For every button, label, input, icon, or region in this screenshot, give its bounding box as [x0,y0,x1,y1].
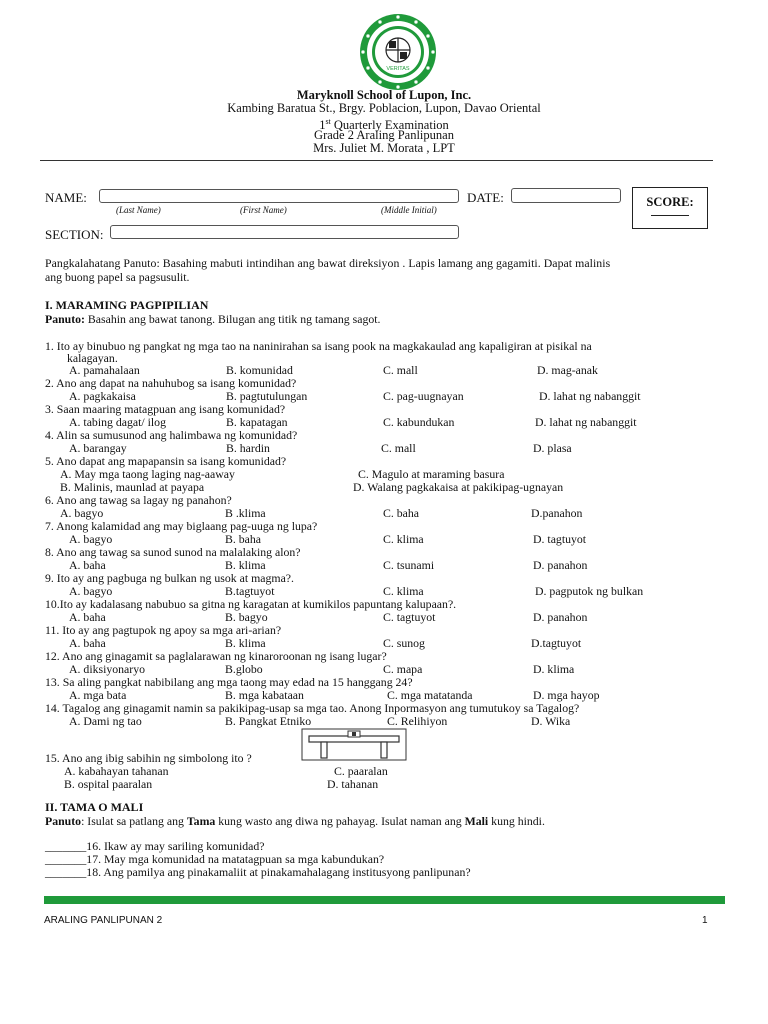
part1-title: I. MARAMING PAGPIPILIAN [45,298,209,312]
school-name: Maryknoll School of Lupon, Inc. [296,88,472,102]
q14-choice-a[interactable]: A. Dami ng tao [69,714,142,728]
question-1-stem: 1. Ito ay binubuo ng pangkat ng mga tao na naninirahan sa isang pook na magkakaulad ang kapaligiran at pisikal na [45,339,592,353]
q7-choice-d[interactable]: D. tagtuyot [533,532,587,546]
q15-choice-a[interactable]: A. kabahayan tahanan [64,764,169,778]
q4-choice-d[interactable]: D. plasa [533,441,572,455]
question-10-stem: 10.Ito ay kadalasang nabubuo sa gitna ng karagatan at kumikilos papuntang kalupaan?. [45,597,457,611]
q8-choice-d[interactable]: D. panahon [533,558,588,572]
grade-subject: Grade 2 Araling Panlipunan [314,128,454,142]
question-7-stem: 7. Anong kalamidad ang may biglaang pag-uuga ng lupa? [45,519,318,533]
q8-choice-a[interactable]: A. baha [69,558,106,572]
question-12-stem: 12. Ano ang ginagamit sa paglalarawan ng kinaroroonan ng isang lugar? [45,649,387,663]
name-label: NAME: [45,190,87,205]
q15-choice-c[interactable]: C. paaralan [334,764,388,778]
q4-choice-c[interactable]: C. mall [381,441,416,455]
q4-choice-a[interactable]: A. barangay [69,441,127,455]
q3-choice-d[interactable]: D. lahat ng nabanggit [535,415,637,429]
q10-choice-a[interactable]: A. baha [69,610,106,624]
header-divider [40,160,713,161]
footer-subject: ARALING PANLIPUNAN 2 [44,915,163,926]
q3-choice-b[interactable]: B. kapatagan [226,415,288,429]
footer-green-bar [44,896,725,904]
q10-choice-c[interactable]: C. tagtuyot [383,610,436,624]
q13-choice-b[interactable]: B. mga kabataan [225,688,304,702]
date-input[interactable] [511,188,621,203]
part1-directions: Panuto: Basahin ang bawat tanong. Bilugan ang titik ng tamang sagot. [45,312,381,326]
question-2-stem: 2. Ano ang dapat na nahuhubog sa isang komunidad? [45,376,297,390]
q6-choice-d[interactable]: D.panahon [531,506,583,520]
q7-choice-b[interactable]: B. baha [225,532,262,546]
q13-choice-c[interactable]: C. mga matatanda [387,688,473,702]
tama-mali-item-18[interactable]: _______18. Ang pamilya ang pinakamaliit at pinakamahalagang institusyong panlipunan? [45,865,471,879]
q9-choice-d[interactable]: D. pagputok ng bulkan [535,584,644,598]
q5-choice-d[interactable]: D. Walang pagkakaisa at pakikipag-ugnayan [353,480,564,494]
q9-choice-c[interactable]: C. klima [383,584,424,598]
date-label: DATE: [467,190,504,205]
q6-choice-a[interactable]: A. bagyo [60,506,104,520]
q5-choice-a[interactable]: A. May mga taong laging nag-aaway [60,467,235,481]
q8-choice-c[interactable]: C. tsunami [383,558,435,572]
q2-choice-b[interactable]: B. pagtutulungan [226,389,308,403]
question-5-stem: 5. Ano dapat ang mapapansin sa isang komunidad? [45,454,287,468]
q2-choice-a[interactable]: A. pagkakaisa [69,389,136,403]
q15-choice-d[interactable]: D. tahanan [327,777,379,791]
q14-choice-d[interactable]: D. Wika [531,714,571,728]
footer-page-number: 1 [702,915,708,926]
score-label: SCORE: [646,195,694,209]
q11-choice-c[interactable]: C. sunog [383,636,425,650]
q12-choice-c[interactable]: C. mapa [383,662,423,676]
q2-choice-c[interactable]: C. pag-uugnayan [383,389,464,403]
general-instructions-line2: ang buong papel sa pagsusulit. [45,270,190,284]
q11-choice-a[interactable]: A. baha [69,636,106,650]
question-14-stem: 14. Tagalog ang ginagamit namin sa pakikipag-usap sa mga tao. Anong Inpormasyon ang tumutukoy sa Tagalog? [45,701,580,715]
q4-choice-b[interactable]: B. hardin [226,441,270,455]
question-15-stem: 15. Ano ang ibig sabihin ng simbolong ito ? [45,751,252,765]
q11-choice-d[interactable]: D.tagtuyot [531,636,582,650]
q5-choice-b[interactable]: B. Malinis, maunlad at payapa [60,480,205,494]
q1-choice-a[interactable]: A. pamahalaan [69,363,140,377]
q9-choice-b[interactable]: B.tagtuyot [225,584,275,598]
q6-choice-b[interactable]: B .klima [225,506,266,520]
q15-choice-b[interactable]: B. ospital paaralan [64,777,153,791]
school-map-symbol-icon [301,728,407,761]
middle-initial-caption: (Middle Initial) [381,205,437,215]
section-label: SECTION: [45,227,104,242]
q1-choice-b[interactable]: B. komunidad [226,363,293,377]
q6-choice-c[interactable]: C. baha [383,506,420,520]
q12-choice-a[interactable]: A. diksiyonaryo [69,662,146,676]
q14-choice-c[interactable]: C. Relihiyon [387,714,448,728]
q10-choice-b[interactable]: B. bagyo [225,610,268,624]
last-name-caption: (Last Name) [116,205,161,215]
q12-choice-b[interactable]: B.globo [225,662,263,676]
q2-choice-d[interactable]: D. lahat ng nabanggit [539,389,641,403]
teacher-name: Mrs. Juliet M. Morata , LPT [313,141,455,155]
logo-motto: VERITAS [386,66,410,72]
score-box[interactable] [632,187,708,229]
q3-choice-c[interactable]: C. kabundukan [383,415,455,429]
q13-choice-d[interactable]: D. mga hayop [533,688,600,702]
general-instructions-line1: Pangkalahatang Panuto: Basahing mabuti intindihan ang bawat direksiyon . Lapis lamang ang gagamiti. Dapat malinis [45,256,611,270]
question-6-stem: 6. Ano ang tawag sa lagay ng panahon? [45,493,232,507]
section-input[interactable] [110,225,459,239]
q13-choice-a[interactable]: A. mga bata [69,688,127,702]
q5-choice-c[interactable]: C. Magulo at maraming basura [358,467,505,481]
q9-choice-a[interactable]: A. bagyo [69,584,113,598]
question-11-stem: 11. Ito ay ang pagtupok ng apoy sa mga ari-arian? [45,623,282,637]
q7-choice-a[interactable]: A. bagyo [69,532,113,546]
tama-mali-item-16[interactable]: _______16. Ikaw ay may sariling komunidad? [45,839,265,853]
part2-title: II. TAMA O MALI [45,800,144,814]
first-name-caption: (First Name) [240,205,287,215]
q8-choice-b[interactable]: B. klima [225,558,266,572]
q14-choice-b[interactable]: B. Pangkat Etniko [225,714,312,728]
q1-choice-c[interactable]: C. mall [383,363,418,377]
school-address: Kambing Baratua St., Brgy. Poblacion, Lupon, Davao Oriental [227,101,541,115]
question-1-stem-cont: kalagayan. [67,351,118,365]
school-seal-logo [358,12,438,92]
question-3-stem: 3. Saan maaring matagpuan ang isang komunidad? [45,402,286,416]
question-8-stem: 8. Ano ang tawag sa sunod sunod na malalaking alon? [45,545,301,559]
q3-choice-a[interactable]: A. tabing dagat/ ilog [69,415,166,429]
tama-mali-item-17[interactable]: _______17. May mga komunidad na matatagpuan sa mga kabundukan? [45,852,385,866]
question-13-stem: 13. Sa aling pangkat nabibilang ang mga taong may edad na 15 hanggang 24? [45,675,413,689]
question-9-stem: 9. Ito ay ang pagbuga ng bulkan ng usok at magma?. [45,571,294,585]
score-blank [651,215,689,216]
part2-directions: Panuto: Isulat sa patlang ang Tama kung wasto ang diwa ng pahayag. Isulat naman ang Mali kung hindi. [45,814,545,828]
q11-choice-b[interactable]: B. klima [225,636,266,650]
q7-choice-c[interactable]: C. klima [383,532,424,546]
question-4-stem: 4. Alin sa sumusunod ang halimbawa ng komunidad? [45,428,298,442]
exam-title: 1st Quarterly Examination [319,117,449,133]
q1-choice-d[interactable]: D. mag-anak [537,363,598,377]
name-input[interactable] [99,189,459,203]
q12-choice-d[interactable]: D. klima [533,662,575,676]
q10-choice-d[interactable]: D. panahon [533,610,588,624]
